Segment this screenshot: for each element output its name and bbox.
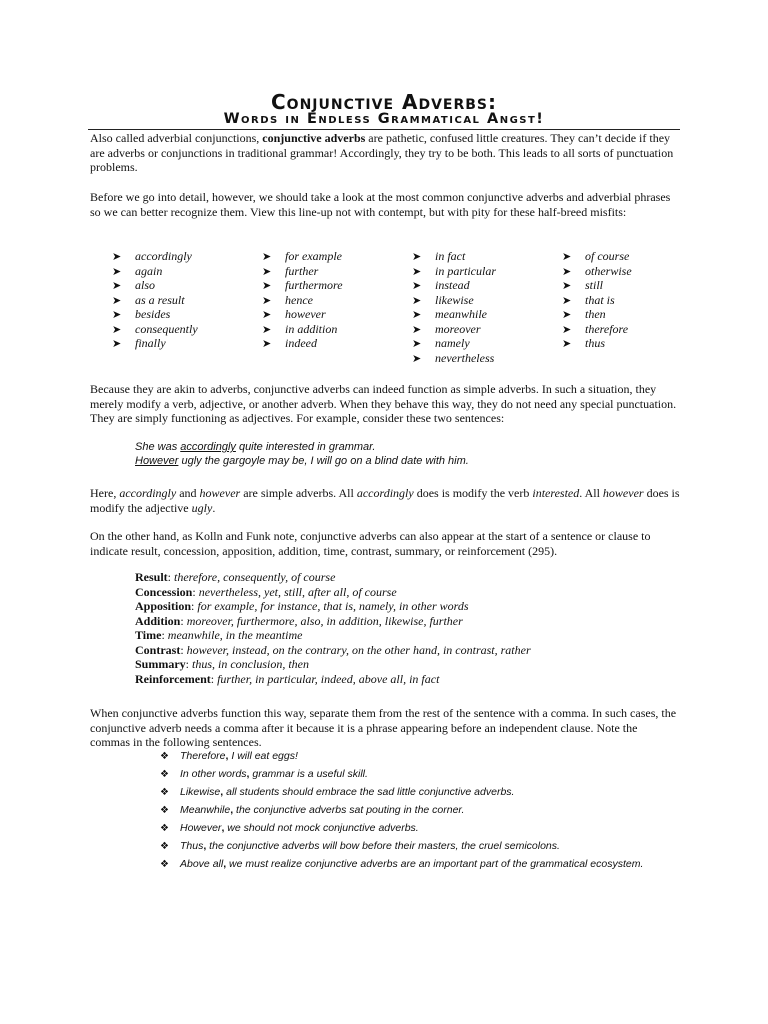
category-label: Time <box>135 628 162 642</box>
adverb-word: likewise <box>435 292 474 307</box>
here-text-3: are simple adverbs. All <box>240 486 357 500</box>
page-title: Conjunctive Adverbs: <box>270 90 497 114</box>
category-label: Summary <box>135 657 186 671</box>
adverb-word: again <box>135 263 163 278</box>
arrow-bullet-icon: ➤ <box>412 279 422 292</box>
arrow-bullet-icon: ➤ <box>262 322 272 336</box>
diamond-bullet-icon: ❖ <box>160 769 169 780</box>
here-word-4: interested <box>532 486 580 500</box>
adverb-word: indeed <box>285 336 317 350</box>
category-label: Result <box>135 570 168 584</box>
adverb-word: nevertheless <box>435 350 495 365</box>
adverb-item <box>412 249 496 264</box>
adverb-word: instead <box>435 278 470 292</box>
example-2-underlined-word: However <box>135 455 179 467</box>
here-word-1: accordingly <box>119 486 177 500</box>
adverb-column-3 <box>412 249 496 365</box>
lineup-paragraph: Before we go into detail, however, we should take a look at the most common conjunctive adverbs and adverbial phrases so we can better recognize them. View this line-up not with contempt, but with pity for these half-breed misfits: <box>90 190 671 219</box>
here-word-6: ugly <box>191 500 213 515</box>
comma-example-rest: the conjunctive adverbs will bow before their masters, the cruel semicolons. <box>206 840 560 852</box>
adverb-item <box>112 307 198 322</box>
adverb-item <box>562 307 632 322</box>
example-2-after: ugly the gargoyle may be, I will go on a blind date with him. <box>178 455 469 467</box>
arrow-bullet-icon: ➤ <box>112 322 122 336</box>
diamond-bullet-icon: ❖ <box>160 841 169 852</box>
adverb-item <box>262 307 343 322</box>
arrow-bullet-icon: ➤ <box>262 293 272 307</box>
adverb-item <box>112 322 198 337</box>
here-text-6: does is modify the adjective <box>90 486 680 515</box>
diamond-bullet-icon: ❖ <box>160 805 169 816</box>
category-values: thus, in conclusion, then <box>192 657 310 671</box>
adverb-item <box>112 264 198 279</box>
adverb-item <box>412 322 496 337</box>
example-1-before: She was <box>135 441 181 453</box>
diamond-bullet-icon: ❖ <box>160 787 169 798</box>
arrow-bullet-icon: ➤ <box>112 279 122 292</box>
intro-paragraph <box>90 131 680 175</box>
diamond-bullet-icon: ❖ <box>160 859 169 870</box>
category-row: Reinforcement: further, in particular, indeed, above all, in fact <box>135 671 440 686</box>
comma-example: ❖ Meanwhile, the conjunctive adverbs sat pouting in the corner. <box>160 804 465 816</box>
adverb-word: otherwise <box>585 263 632 278</box>
adverb-word: thus <box>585 336 606 350</box>
adverb-item <box>262 322 343 337</box>
comma-example: ❖ Above all, we must realize conjunctive adverbs are an important part of the grammatical ecosystem. <box>160 858 644 870</box>
category-row: Apposition: for example, for instance, that is, namely, in other words <box>135 599 469 613</box>
adverb-item <box>562 293 632 308</box>
arrow-bullet-icon: ➤ <box>412 322 422 336</box>
comma-example-rest: I will eat eggs! <box>228 750 298 762</box>
comma-example: ❖ Likewise, all students should embrace the sad little conjunctive adverbs. <box>160 786 515 798</box>
adverb-item <box>412 336 496 351</box>
adverb-word: meanwhile <box>435 307 487 321</box>
adverb-column-1 <box>112 249 198 351</box>
comma-example: ❖ However, we should not mock conjunctive adverbs. <box>160 822 419 834</box>
adverb-item <box>562 336 632 351</box>
adverb-item <box>262 264 343 279</box>
adverb-item <box>562 249 632 264</box>
comma-example-lead: Meanwhile <box>180 804 231 816</box>
category-row: Concession: nevertheless, yet, still, after all, of course <box>135 584 397 599</box>
arrow-bullet-icon: ➤ <box>412 351 422 365</box>
arrow-bullet-icon: ➤ <box>112 250 122 263</box>
comma-example-lead: Thus <box>180 840 204 852</box>
adverb-item <box>112 249 198 264</box>
category-values: moreover, furthermore, also, in addition, likewise, further <box>186 613 463 628</box>
intro-text-after: are pathetic, confused little creatures. They can’t decide if they are adverbs or conjunctions in traditional grammar! Accordingly, they try to be both. This leads to all sorts of punctuation problems. <box>90 131 674 174</box>
adverb-item <box>562 264 632 279</box>
comma-example-rest: all students should embrace the sad little conjunctive adverbs. <box>223 786 515 798</box>
adverb-word: for example <box>285 249 342 263</box>
adverb-word: moreover <box>435 321 481 336</box>
adverb-word: as a result <box>135 292 185 307</box>
example-sentences <box>135 440 655 468</box>
comma-example-rest: we must realize conjunctive adverbs are an important part of the grammatical ecosystem. <box>226 858 644 870</box>
adverb-item <box>412 293 496 308</box>
category-label: Concession <box>135 584 193 599</box>
adverb-item <box>262 293 343 308</box>
comma-example-rest: the conjunctive adverbs sat pouting in the corner. <box>233 804 465 816</box>
page-subtitle: Words in Endless Grammatical Angst! <box>223 111 545 127</box>
adverb-word: in fact <box>435 249 466 263</box>
arrow-bullet-icon: ➤ <box>412 293 422 307</box>
intro-term: conjunctive adverbs <box>262 131 366 145</box>
category-values: for example, for instance, that is, namely, in other words <box>197 599 469 613</box>
adverb-word: accordingly <box>135 249 192 263</box>
comma-paragraph: When conjunctive adverbs function this way, separate them from the rest of the sentence with a comma. In such cases, the conjunctive adverb needs a comma after it because it is a phrase appearing before an independent clause. Note the commas in the following sentences. <box>90 706 677 749</box>
comma-example-lead: Therefore <box>180 750 226 762</box>
adverb-word: furthermore <box>285 278 343 292</box>
adverb-column-4 <box>562 249 632 351</box>
comma-example-lead: However <box>180 822 222 834</box>
adverb-word: in particular <box>435 263 497 278</box>
comma-example-lead: In other words <box>180 768 247 780</box>
here-text-2: and <box>176 486 200 500</box>
adverb-word: hence <box>285 292 313 307</box>
adverb-word: namely <box>435 336 470 350</box>
adverb-item <box>562 278 632 293</box>
adverb-word: then <box>585 307 606 321</box>
adverb-item <box>112 336 198 351</box>
example-1-after: quite interested in grammar. <box>235 441 376 453</box>
arrow-bullet-icon: ➤ <box>112 337 122 350</box>
arrow-bullet-icon: ➤ <box>562 308 572 321</box>
category-values: further, in particular, indeed, above all, in fact <box>217 671 440 686</box>
adverb-column-2 <box>262 249 343 351</box>
example-sentence-2 <box>135 454 655 468</box>
adverb-word: that is <box>585 292 615 307</box>
arrow-bullet-icon: ➤ <box>562 322 572 336</box>
intro-text-before: Also called adverbial conjunctions, <box>90 131 263 145</box>
category-label: Reinforcement <box>135 671 211 686</box>
here-text-1: Here, <box>90 486 120 500</box>
simple-adverbs-paragraph: Because they are akin to adverbs, conjunctive adverbs can indeed function as simple adverbs. In such a situation, they merely modify a verb, adjective, or another adverb. When they behave this way, they do not need any special punctuation. They are simply functioning as adjectives. For example, consider these two sentences: <box>90 382 677 425</box>
here-text-7: . <box>212 500 216 515</box>
arrow-bullet-icon: ➤ <box>262 279 272 292</box>
adverb-item <box>112 293 198 308</box>
category-row: Addition: moreover, furthermore, also, in addition, likewise, further <box>135 613 463 628</box>
adverb-item <box>562 322 632 337</box>
adverb-word: however <box>285 307 326 321</box>
arrow-bullet-icon: ➤ <box>412 250 422 263</box>
category-values: meanwhile, in the meantime <box>167 628 303 642</box>
adverb-word: therefore <box>585 321 629 336</box>
category-label: Apposition <box>135 599 192 613</box>
arrow-bullet-icon: ➤ <box>262 337 272 350</box>
comma-example: ❖ Thus, the conjunctive adverbs will bow before their masters, the cruel semicolons. <box>160 840 560 852</box>
adverb-word: of course <box>585 249 630 263</box>
arrow-bullet-icon: ➤ <box>562 264 572 278</box>
arrow-bullet-icon: ➤ <box>562 337 572 350</box>
adverb-item <box>412 351 496 366</box>
diamond-bullet-icon: ❖ <box>160 823 169 834</box>
adverb-item <box>112 278 198 293</box>
arrow-bullet-icon: ➤ <box>112 293 122 307</box>
category-row: Time: meanwhile, in the meantime <box>135 628 303 642</box>
example-sentence-1 <box>135 440 655 454</box>
arrow-bullet-icon: ➤ <box>262 250 272 263</box>
adverb-item <box>262 336 343 351</box>
arrow-bullet-icon: ➤ <box>262 308 272 321</box>
arrow-bullet-icon: ➤ <box>412 308 422 321</box>
adverb-item <box>412 264 496 279</box>
adverb-word: besides <box>135 307 171 321</box>
title-divider <box>88 129 680 130</box>
adverb-lineup <box>112 249 672 369</box>
diamond-bullet-icon: ❖ <box>160 751 169 762</box>
category-values: therefore, consequently, of course <box>174 570 336 584</box>
here-word-5: however <box>602 486 644 500</box>
arrow-bullet-icon: ➤ <box>112 308 122 321</box>
adverb-item <box>262 249 343 264</box>
here-text-4: does is modify the verb <box>413 486 533 500</box>
category-values: however, instead, on the contrary, on the other hand, in contrast, rather <box>186 642 531 657</box>
comma-example-lead: Likewise <box>180 786 221 798</box>
arrow-bullet-icon: ➤ <box>412 337 422 350</box>
comma-example-rest: grammar is a useful skill. <box>249 768 368 780</box>
comma-example-rest: we should not mock conjunctive adverbs. <box>224 822 419 834</box>
example-1-underlined-word: accordingly <box>180 441 236 453</box>
category-row: Result: therefore, consequently, of course <box>135 570 336 584</box>
adverb-word: also <box>135 278 156 292</box>
adverb-item <box>412 307 496 322</box>
comma-example: ❖ Therefore, I will eat eggs! <box>160 750 298 762</box>
kolln-paragraph: On the other hand, as Kolln and Funk note, conjunctive adverbs can also appear at the start of a sentence or clause to indicate result, concession, apposition, addition, time, contrast, summary, or reinforcement (295). <box>90 529 651 558</box>
category-label: Contrast <box>135 642 181 657</box>
adverb-word: finally <box>135 336 166 350</box>
here-word-3: accordingly <box>356 486 414 500</box>
category-row: Contrast: however, instead, on the contrary, on the other hand, in contrast, rather <box>135 642 531 657</box>
category-values: nevertheless, yet, still, after all, of course <box>198 584 397 599</box>
comma-examples-list <box>160 750 660 876</box>
here-text-5: . All <box>579 486 603 500</box>
adverb-word: further <box>285 263 319 278</box>
adverb-word: consequently <box>135 321 198 336</box>
category-row: Summary: thus, in conclusion, then <box>135 657 310 671</box>
adverb-word: still <box>585 278 604 292</box>
here-paragraph <box>90 486 680 515</box>
comma-example: ❖ In other words, grammar is a useful skill. <box>160 768 368 780</box>
adverb-item <box>262 278 343 293</box>
comma-example-lead: Above all <box>180 858 224 870</box>
adverb-item <box>412 278 496 293</box>
arrow-bullet-icon: ➤ <box>562 250 572 263</box>
here-word-2: however <box>199 486 241 500</box>
category-list <box>135 570 675 686</box>
arrow-bullet-icon: ➤ <box>262 264 272 278</box>
arrow-bullet-icon: ➤ <box>562 293 572 307</box>
adverb-word: in addition <box>285 321 338 336</box>
arrow-bullet-icon: ➤ <box>562 279 572 292</box>
arrow-bullet-icon: ➤ <box>112 264 122 278</box>
category-label: Addition <box>135 613 181 628</box>
arrow-bullet-icon: ➤ <box>412 264 422 278</box>
